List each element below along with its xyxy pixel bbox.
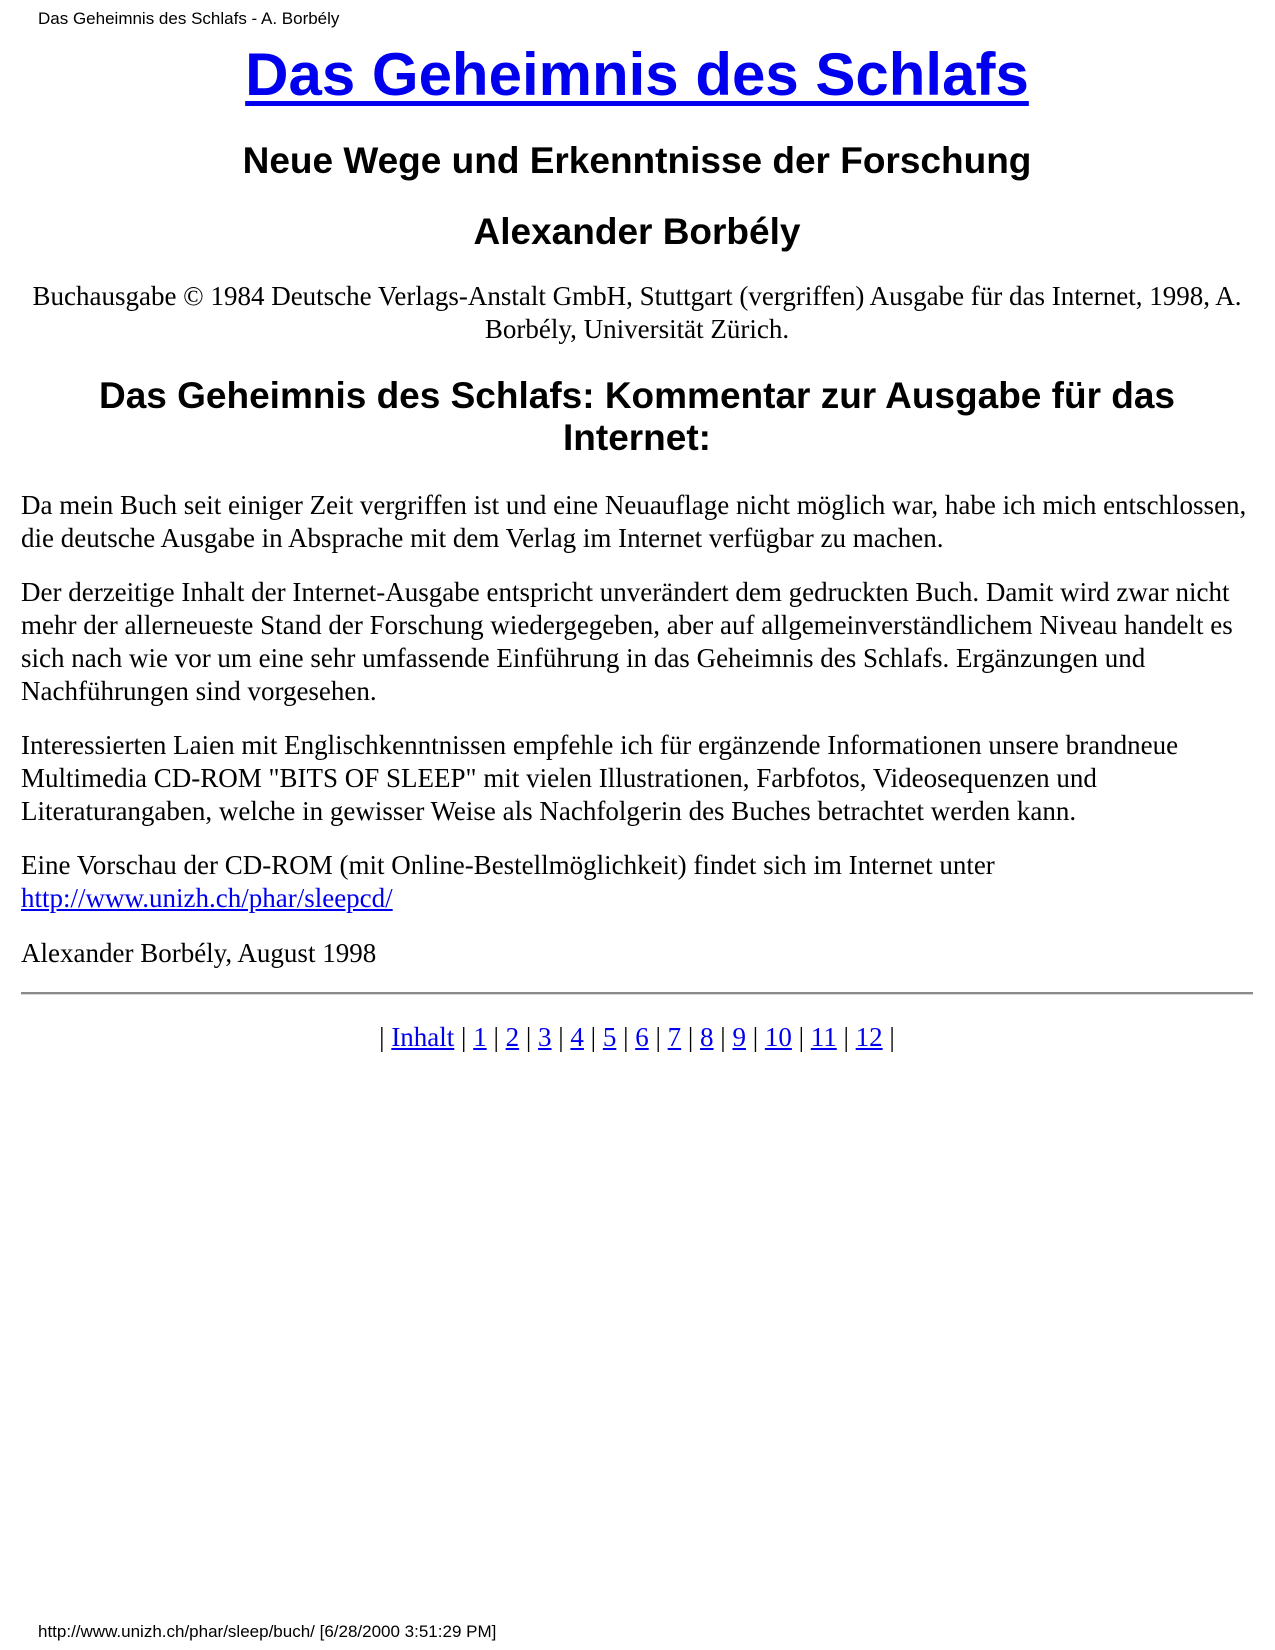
cdrom-paragraph: Interessierten Laien mit Englischkenntnissen empfehle ich für ergänzende Informationen unsere brandneue Multimedia CD-ROM "BITS OF SLEEP" mit vielen Illustrationen, Farbfotos, Videosequenzen und Literaturangaben, welche in gewisser Weise als Nachfolgerin des Buches betrachtet werden kann. xyxy=(21,730,1179,826)
nav-link-chapter-12[interactable]: 12 xyxy=(855,1022,883,1052)
title-link[interactable]: Das Geheimnis des Schlafs xyxy=(245,41,1029,108)
preview-paragraph xyxy=(21,849,1253,915)
nav-separator: | xyxy=(836,1022,856,1052)
chapter-navigation xyxy=(21,1021,1253,1054)
nav-link-chapter-1[interactable]: 1 xyxy=(473,1022,487,1052)
intro-paragraph: Da mein Buch seit einiger Zeit vergriffen ist und eine Neuauflage nicht möglich war, habe ich mich entschlossen, die deutsche Ausgabe in Absprache mit dem Verlag im Internet verfügbar zu machen. xyxy=(21,490,1247,553)
subtitle: Neue Wege und Erkenntnisse der Forschung xyxy=(242,140,1032,181)
nav-separator: | xyxy=(486,1022,506,1052)
nav-separator: | xyxy=(454,1022,474,1052)
nav-separator: | xyxy=(882,1022,895,1052)
nav-link-chapter-5[interactable]: 5 xyxy=(602,1022,617,1052)
nav-separator: | xyxy=(791,1022,811,1052)
nav-link-chapter-3[interactable]: 3 xyxy=(538,1022,552,1052)
nav-link-chapter-7[interactable]: 7 xyxy=(667,1022,682,1052)
nav-separator: | xyxy=(713,1022,733,1052)
nav-link-inhalt[interactable]: Inhalt xyxy=(391,1022,455,1052)
content-paragraph: Der derzeitige Inhalt der Internet-Ausgabe entspricht unverändert dem gedruckten Buch. Damit wird zwar nicht mehr der allerneueste Stand der Forschung wiedergegeben, aber auf allgemeinverständlichem Niveau handelt es sich nach wie vor um eine sehr umfassende Einführung in das Geheimnis des Schlafs. Ergänzungen und Nachführungen sind vorgesehen. xyxy=(21,577,1233,706)
edition-note: Buchausgabe © 1984 Deutsche Verlags-Anstalt GmbH, Stuttgart (vergriffen) Ausgabe für das Internet, 1998, A. Borbély, Universität Zürich. xyxy=(32,281,1242,344)
sleepcd-link[interactable]: http://www.unizh.ch/phar/sleepcd/ xyxy=(21,883,393,913)
nav-separator: | xyxy=(681,1022,701,1052)
nav-separator: | xyxy=(648,1022,668,1052)
nav-separator: | xyxy=(616,1022,636,1052)
print-footer: http://www.unizh.ch/phar/sleep/buch/ [6/28/2000 3:51:29 PM] xyxy=(38,1622,497,1641)
preview-text: Eine Vorschau der CD-ROM (mit Online-Bestellmöglichkeit) findet sich im Internet unter xyxy=(21,850,995,880)
signature: Alexander Borbély, August 1998 xyxy=(21,938,377,968)
section-title: Das Geheimnis des Schlafs: Kommentar zur Ausgabe für das Internet: xyxy=(98,375,1176,458)
page-content xyxy=(21,30,1253,1054)
print-header: Das Geheimnis des Schlafs - A. Borbély xyxy=(38,9,340,28)
page-title xyxy=(21,40,1253,110)
nav-separator: | xyxy=(551,1022,571,1052)
nav-link-chapter-11[interactable]: 11 xyxy=(810,1022,837,1052)
nav-separator: | xyxy=(745,1022,765,1052)
nav-separator: | xyxy=(379,1022,392,1052)
nav-separator: | xyxy=(519,1022,539,1052)
nav-link-chapter-6[interactable]: 6 xyxy=(635,1022,649,1052)
divider xyxy=(21,992,1253,995)
nav-link-chapter-9[interactable]: 9 xyxy=(732,1022,746,1052)
nav-separator: | xyxy=(583,1022,603,1052)
nav-link-chapter-8[interactable]: 8 xyxy=(700,1022,714,1052)
author-heading: Alexander Borbély xyxy=(473,211,801,252)
nav-link-chapter-4[interactable]: 4 xyxy=(570,1022,584,1052)
nav-link-chapter-2[interactable]: 2 xyxy=(505,1022,520,1052)
nav-link-chapter-10[interactable]: 10 xyxy=(764,1022,792,1052)
